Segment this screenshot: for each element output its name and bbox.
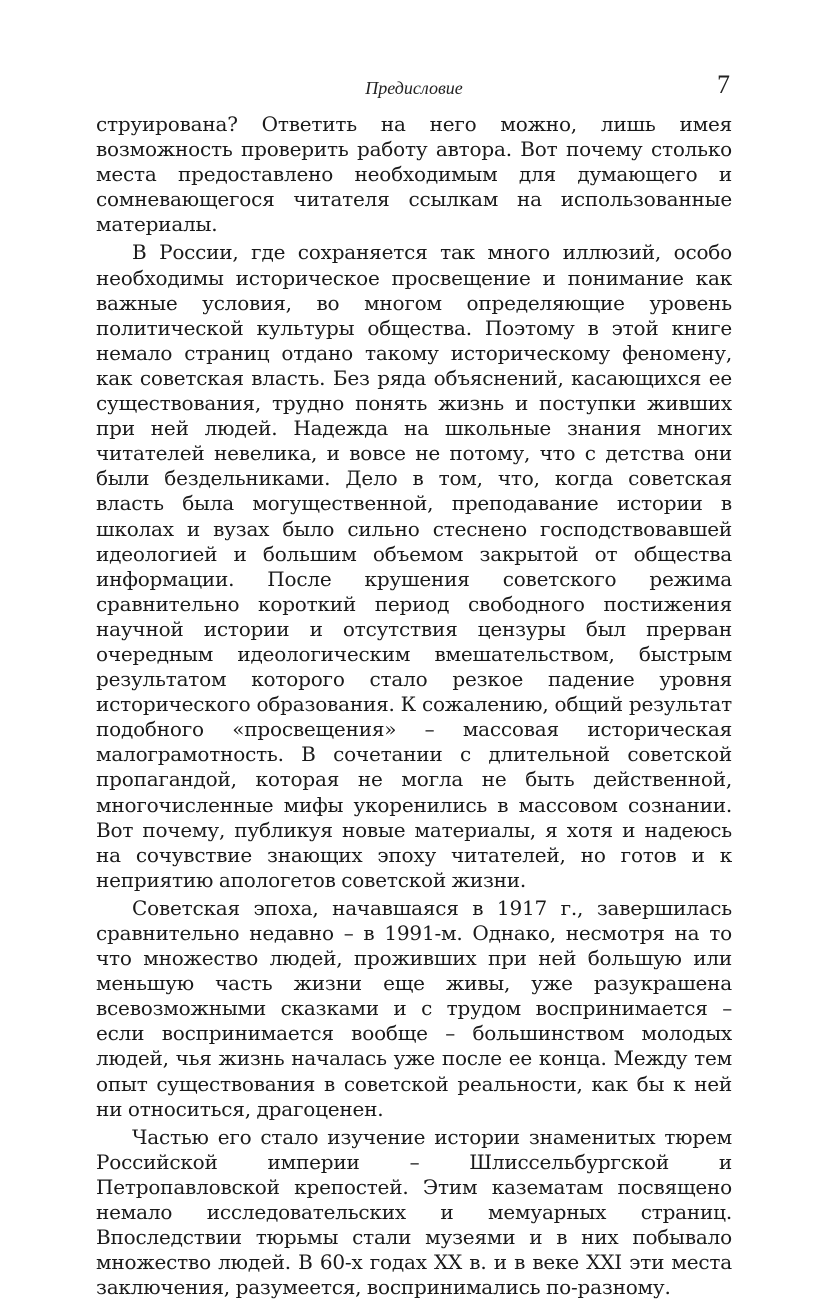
paragraph: В России, где сохраняется так много иллюзий, особо необходимы историческое просвещение и понимание как важные условия, во многом определяющие уровень политической культуры общества. Поэтому в этой книге немало страниц отдано такому историческому феномену, как советская власть. Без ряда объяснений, касающихся ее существования, трудно понять жизнь и поступки живших при ней людей. Надежда на школьные знания многих читателей невелика, и вовсе не потому, что с детства они были бездельниками. Дело в том, что, когда советская власть была могущественной, преподавание истории в школах и вузах было сильно стеснено господствовавшей идеологией и большим объемом закрытой от общества информации. После крушения советского режима сравнительно короткий период свободного постижения научной истории и отсутствия цензуры был прерван очередным идеологическим вмешательством, быстрым результатом которого стало резкое падение уровня исторического образования. К сожалению, общий результат подобного «просвещения» – массовая историческая малограмотность. В сочетании с длительной советской пропагандой, которая не могла не быть действенной, многочисленные мифы укоренились в массовом сознании. Вот почему, публикуя новые материалы, я хотя и надеюсь на сочувствие знающих эпоху читателей, но готов и к неприятию апологетов советской жизни. bbox=[96, 240, 732, 892]
paragraph: Советская эпоха, начавшаяся в 1917 г., завершилась сравнительно недавно – в 1991-м. Однако, несмотря на то что множество людей, проживших при ней большую или меньшую часть жизни еще живы, уже разукрашена всевозможными сказками и с трудом воспринимается – если воспринимается вообще – большинством молодых людей, чья жизнь началась уже после ее конца. Между тем опыт существования в советской реальности, как бы к ней ни относиться, драгоценен. bbox=[96, 895, 732, 1121]
body-text bbox=[96, 112, 732, 1300]
chapter-title: Предисловие bbox=[365, 78, 463, 98]
page-number: 7 bbox=[717, 70, 730, 99]
paragraph: Частью его стало изучение истории знаменитых тюрем Российской империи – Шлиссельбургской и Петропавловской крепостей. Этим казематам посвящено немало исследовательских и мемуарных страниц. Впоследствии тюрьмы стали музеями и в них побывало множество людей. В 60-х годах XX в. и в веке XXI эти места заключения, разумеется, воспринимались по-разному. bbox=[96, 1124, 732, 1300]
paragraph: струирована? Ответить на него можно, лишь имея возможность проверить работу автора. Вот почему столько места предоставлено необходимым для думающего и сомневающегося читателя ссылкам на использованные материалы. bbox=[96, 112, 732, 237]
running-header bbox=[96, 70, 732, 106]
